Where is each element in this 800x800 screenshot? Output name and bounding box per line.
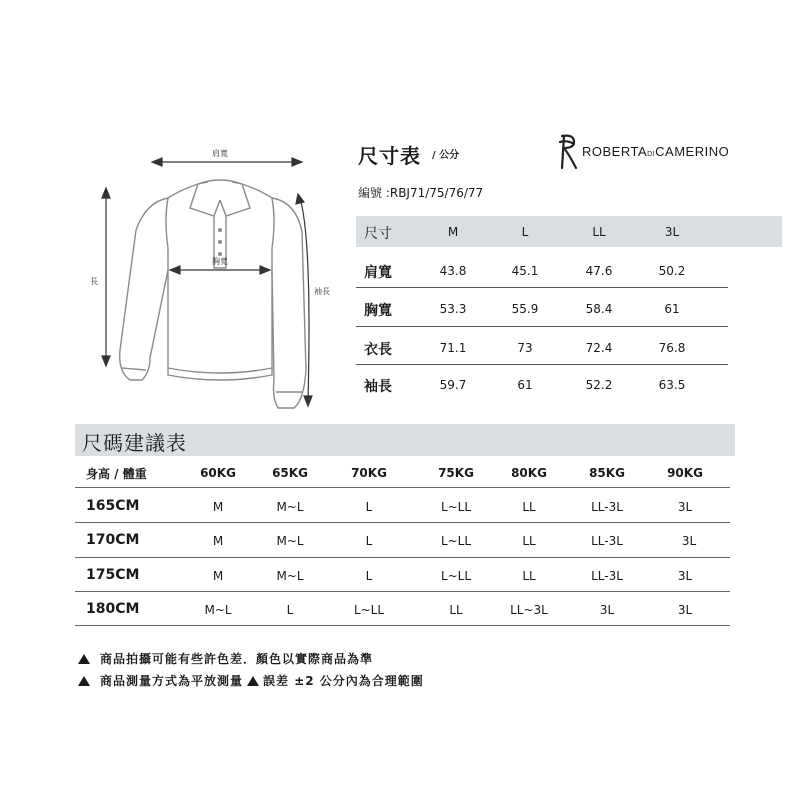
model-number: 編號 :RBJ71/75/76/77: [358, 186, 484, 200]
size-col-ll: LL: [592, 225, 606, 239]
shoulder-label: 肩寬: [212, 149, 228, 158]
weight-col-header: 90KG: [667, 466, 703, 480]
size-table-header: [356, 216, 782, 247]
garment-diagram: [80, 140, 360, 420]
weight-col-header: 80KG: [511, 466, 547, 480]
size-cell: 47.6: [585, 264, 613, 278]
rec-cell: 3L: [681, 534, 697, 548]
size-cell: 59.7: [439, 378, 467, 392]
triangle-bullet-icon: [247, 676, 259, 686]
rec-cell: LL-3L: [591, 569, 623, 583]
height-row-label: 170CM: [86, 532, 140, 548]
rec-cell: 3L: [677, 603, 693, 617]
size-chart-title: 尺寸表: [358, 144, 421, 168]
rec-cell: L~LL: [440, 500, 472, 514]
rec-cell: LL: [522, 534, 536, 548]
size-cell: 73: [517, 341, 533, 355]
note-line-1: [78, 650, 373, 667]
weight-col-header: 65KG: [272, 466, 308, 480]
note-text-2a: 商品測量方式為平放測量: [100, 674, 244, 688]
size-cell: 61: [517, 378, 533, 392]
size-chart-unit: / 公分: [432, 150, 460, 161]
rec-cell: M: [212, 534, 224, 548]
size-cell: 52.2: [585, 378, 613, 392]
rec-cell: 3L: [599, 603, 615, 617]
size-col-3l: 3L: [664, 225, 680, 239]
size-cell: 58.4: [585, 302, 613, 316]
rec-cell: LL-3L: [591, 500, 623, 514]
size-cell: 61: [664, 302, 680, 316]
rec-cell: L~LL: [353, 603, 385, 617]
rec-cell: LL~3L: [510, 603, 548, 617]
rec-cell: L: [365, 534, 373, 548]
row-divider: [356, 364, 728, 365]
row-divider: [75, 591, 730, 592]
size-cell: 53.3: [439, 302, 467, 316]
size-row-label: 胸寬: [364, 303, 392, 319]
weight-col-header: 75KG: [438, 466, 474, 480]
brand-logo: [556, 132, 756, 172]
rec-cell: LL-3L: [591, 534, 623, 548]
row-divider: [75, 522, 730, 523]
rec-cell: M~L: [276, 534, 304, 548]
size-cell: 43.8: [439, 264, 467, 278]
rec-cell: M: [212, 500, 224, 514]
size-header-label: 尺寸: [364, 226, 392, 242]
size-row-label: 衣長: [364, 342, 392, 358]
height-weight-header: 身高 / 體重: [86, 467, 147, 481]
size-row-label: 袖長: [364, 379, 392, 395]
weight-col-header: 70KG: [351, 466, 387, 480]
size-col-m: M: [447, 225, 459, 239]
row-divider: [356, 326, 728, 327]
size-cell: 63.5: [658, 378, 686, 392]
triangle-bullet-icon: [78, 676, 90, 686]
rec-cell: M~L: [276, 500, 304, 514]
size-cell: 76.8: [658, 341, 686, 355]
brand-name-first: ROBERTA: [582, 144, 648, 159]
rec-cell: M~L: [204, 603, 232, 617]
weight-col-header: 60KG: [200, 466, 236, 480]
rec-cell: L~LL: [440, 534, 472, 548]
weight-col-header: 85KG: [589, 466, 625, 480]
sleeve-label: 袖長: [314, 287, 330, 296]
note-text-1: 商品拍攝可能有些許色差．顏色以實際商品為準: [100, 652, 374, 666]
rec-cell: LL: [522, 569, 536, 583]
rec-cell: L~LL: [440, 569, 472, 583]
chest-label: 胸寬: [212, 257, 228, 266]
size-cell: 72.4: [585, 341, 613, 355]
rec-cell: 3L: [677, 500, 693, 514]
size-cell: 50.2: [658, 264, 686, 278]
brand-name-di: DI: [647, 151, 656, 158]
rec-cell: L: [365, 569, 373, 583]
height-row-label: 165CM: [86, 498, 140, 514]
rec-cell: M: [212, 569, 224, 583]
rec-cell: LL: [522, 500, 536, 514]
r-ribbon-logo-icon: [556, 132, 580, 172]
size-cell: 45.1: [511, 264, 539, 278]
height-row-label: 180CM: [86, 601, 140, 617]
brand-name: [582, 144, 729, 159]
rec-cell: LL: [449, 603, 463, 617]
note-line-2: [78, 672, 424, 689]
row-divider: [75, 557, 730, 558]
rec-cell: 3L: [677, 569, 693, 583]
size-cell: 71.1: [439, 341, 467, 355]
size-col-l: L: [521, 225, 529, 239]
size-cell: 55.9: [511, 302, 539, 316]
rec-cell: M~L: [276, 569, 304, 583]
note-text-2b: 誤差 ±2 公分內為合理範圍: [263, 674, 424, 688]
brand-name-last: CAMERINO: [655, 144, 730, 159]
rec-cell: L: [365, 500, 373, 514]
row-divider: [356, 287, 728, 288]
length-label: 長: [90, 277, 98, 286]
triangle-bullet-icon: [78, 654, 90, 664]
height-row-label: 175CM: [86, 567, 140, 583]
shirt-outline-icon: [80, 140, 360, 420]
row-divider: [75, 625, 730, 626]
rec-cell: L: [286, 603, 294, 617]
size-row-label: 肩寬: [364, 265, 392, 281]
recommendation-title: 尺碼建議表: [82, 431, 187, 455]
row-divider: [75, 487, 730, 488]
